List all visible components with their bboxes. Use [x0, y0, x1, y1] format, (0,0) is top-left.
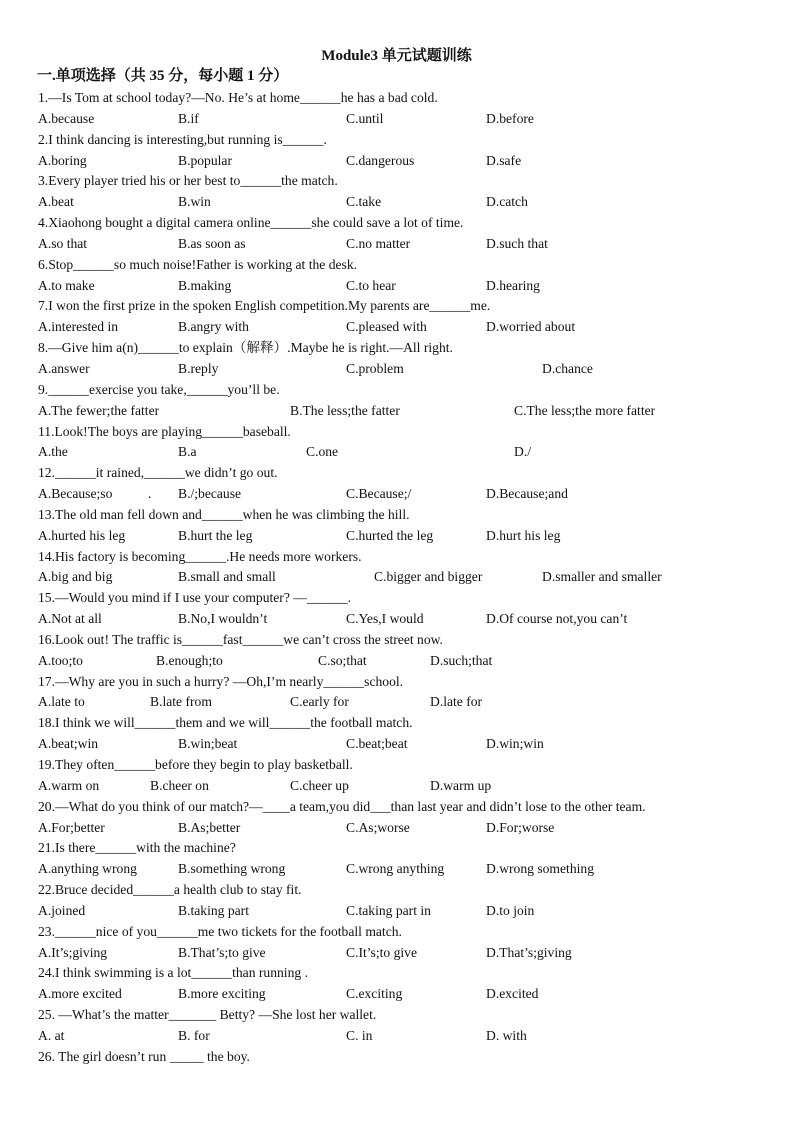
- question-stem: 22.Bruce decided______a health club to stay fit.: [38, 882, 302, 898]
- option-d: D.before: [486, 110, 534, 126]
- option-c: C.beat;beat: [346, 736, 408, 752]
- option-a: A.interested in: [38, 319, 119, 335]
- option-d: D.Because;and: [486, 486, 568, 502]
- option-a: A.answer: [38, 360, 90, 376]
- option-a: A.anything wrong: [38, 861, 137, 877]
- question-item: [38, 672, 768, 714]
- option-d: D.For;worse: [486, 819, 555, 835]
- question-item: [38, 755, 768, 797]
- option-row: [38, 651, 768, 672]
- option-b: B.if: [178, 110, 199, 126]
- question-stem: 4.Xiaohong bought a digital camera online______she could save a lot of time.: [38, 215, 464, 231]
- option-c: C.hurted the leg: [346, 527, 434, 543]
- option-row: [38, 943, 768, 964]
- option-a: A.The fewer;the fatter: [38, 402, 160, 418]
- question-item: [38, 213, 768, 255]
- option-row: [38, 901, 768, 922]
- option-c: C.As;worse: [346, 819, 410, 835]
- option-d: D.safe: [486, 152, 522, 168]
- option-c: C.exciting: [346, 986, 403, 1002]
- option-b: B. for: [178, 1027, 210, 1043]
- question-item: [38, 588, 768, 630]
- option-d: D.to join: [486, 902, 535, 918]
- option-b: B./;because: [178, 486, 242, 502]
- question-stem: 2.I think dancing is interesting,but running is______.: [38, 131, 327, 147]
- option-b: B.as soon as: [178, 235, 246, 251]
- option-a: A.Not at all: [38, 611, 102, 627]
- option-c: C.Yes,I would: [346, 611, 424, 627]
- question-stem: 3.Every player tried his or her best to______the match.: [38, 173, 338, 189]
- page-title: Module3 单元试题训练: [321, 48, 472, 64]
- option-b: B.taking part: [178, 902, 249, 918]
- question-item: [38, 880, 768, 922]
- question-stem: 13.The old man fell down and______when he was climbing the hill.: [38, 506, 410, 522]
- option-row: [38, 818, 768, 839]
- question-item: [38, 922, 768, 964]
- option-a: A.beat;win: [38, 736, 99, 752]
- option-row: [38, 109, 768, 130]
- question-item: [38, 1005, 768, 1047]
- option-c: C.It’s;to give: [346, 944, 417, 960]
- option-d: D.smaller and smaller: [542, 569, 662, 585]
- question-stem: 7.I won the first prize in the spoken English competition.My parents are______me.: [38, 298, 491, 314]
- question-stem: 20.—What do you think of our match?—____a team,you did___than last year and didn’t lose to the other team.: [38, 798, 646, 814]
- question-list: [38, 88, 768, 1089]
- option-a: A.hurted his leg: [38, 527, 126, 543]
- option-a: A.joined: [38, 902, 86, 918]
- option-row: [38, 609, 768, 630]
- option-d: D. with: [486, 1027, 527, 1043]
- option-row: [38, 1026, 768, 1047]
- option-c: C.bigger and bigger: [374, 569, 483, 585]
- option-a: A.more excited: [38, 986, 122, 1002]
- question-stem: 9.______exercise you take,______you’ll be.: [38, 381, 280, 397]
- option-c: C.pleased with: [346, 319, 427, 335]
- option-row: [38, 734, 768, 755]
- option-b: B.As;better: [178, 819, 241, 835]
- option-b: B.making: [178, 277, 232, 293]
- option-d: D./: [514, 444, 531, 460]
- question-item: [38, 838, 768, 880]
- option-row: [38, 192, 768, 213]
- question-stem: 12.______it rained,______we didn’t go out.: [38, 465, 278, 481]
- question-stem: 15.—Would you mind if I use your computer? —______.: [38, 590, 352, 606]
- option-c: C.take: [346, 194, 382, 210]
- option-d: D.warm up: [430, 777, 492, 793]
- question-stem: 23.______nice of you______me two tickets for the football match.: [38, 923, 402, 939]
- option-a: A.late to: [38, 694, 85, 710]
- option-c: C.Because;/: [346, 486, 412, 502]
- option-b: B.more exciting: [178, 986, 266, 1002]
- question-item: [38, 255, 768, 297]
- question-stem: 18.I think we will______them and we will______the football match.: [38, 715, 413, 731]
- option-a: A.Because;so: [38, 486, 113, 502]
- question-item: [38, 422, 768, 464]
- option-d: D.That’s;giving: [486, 944, 572, 960]
- option-d: D.excited: [486, 986, 539, 1002]
- option-b: B.angry with: [178, 319, 249, 335]
- question-item: [38, 1047, 768, 1089]
- option-row: [38, 276, 768, 297]
- option-d: D.wrong something: [486, 861, 594, 877]
- option-d: D.hurt his leg: [486, 527, 561, 543]
- option-a: A.It’s;giving: [38, 944, 108, 960]
- option-a: A.so that: [38, 235, 88, 251]
- question-stem: 21.Is there______with the machine?: [38, 840, 236, 856]
- option-row: [38, 359, 768, 380]
- option-d: D.catch: [486, 194, 528, 210]
- option-b: B.hurt the leg: [178, 527, 253, 543]
- option-b: B.enough;to: [156, 652, 223, 668]
- option-b: B.win;beat: [178, 736, 238, 752]
- option-c: C.problem: [346, 360, 404, 376]
- option-a: A.beat: [38, 194, 74, 210]
- option-a: A.boring: [38, 152, 87, 168]
- option-b: B.late from: [150, 694, 212, 710]
- option-b: B.win: [178, 194, 211, 210]
- question-item: [38, 380, 768, 422]
- option-d: D.chance: [542, 360, 593, 376]
- question-stem: 19.They often______before they begin to play basketball.: [38, 757, 353, 772]
- option-c: C.until: [346, 110, 384, 126]
- question-item: [38, 338, 768, 380]
- option-row: [38, 151, 768, 172]
- option-b: B.reply: [178, 360, 219, 376]
- option-a: A.because: [38, 110, 95, 126]
- question-stem: 8.—Give him a(n)______to explain（解释）.Maybe he is right.—All right.: [38, 340, 453, 356]
- question-item: [38, 713, 768, 755]
- option-a: A.too;to: [38, 652, 83, 668]
- option-c: C.cheer up: [290, 777, 349, 793]
- question-item: [38, 130, 768, 172]
- question-stem: 24.I think swimming is a lot______than running .: [38, 965, 308, 981]
- option-d: D.hearing: [486, 277, 540, 293]
- question-stem: 14.His factory is becoming______.He needs more workers.: [38, 548, 362, 564]
- option-b: B.popular: [178, 152, 232, 168]
- option-c: C.early for: [290, 694, 349, 710]
- option-row: [38, 401, 768, 422]
- option-c: C.dangerous: [346, 152, 415, 168]
- option-c: C. in: [346, 1027, 373, 1043]
- option-c: C.one: [306, 444, 339, 460]
- question-item: [38, 463, 768, 505]
- option-row: [38, 692, 768, 713]
- option-a: A.the: [38, 444, 68, 460]
- question-stem: 26. The girl doesn’t run _____ the boy.: [38, 1048, 250, 1064]
- option-row: [38, 984, 768, 1005]
- option-d: D.such;that: [430, 652, 493, 668]
- option-a: A.to make: [38, 277, 95, 293]
- option-d: D.worried about: [486, 319, 576, 335]
- question-item: [38, 88, 768, 130]
- option-row: [38, 859, 768, 880]
- option-row: [38, 317, 768, 338]
- question-item: [38, 630, 768, 672]
- question-stem: 1.—Is Tom at school today?—No. He’s at home______he has a bad cold.: [38, 90, 438, 105]
- question-item: [38, 547, 768, 589]
- question-stem: 17.—Why are you in such a hurry? —Oh,I’m nearly______school.: [38, 673, 404, 689]
- question-item: [38, 963, 768, 1005]
- option-row: [38, 567, 768, 588]
- option-d: D.Of course not,you can’t: [486, 611, 628, 627]
- option-row: [38, 776, 768, 797]
- option-row: [38, 484, 768, 505]
- option-a: A.For;better: [38, 819, 105, 835]
- option-row: [38, 234, 768, 255]
- option-c: C.wrong anything: [346, 861, 445, 877]
- option-a: A. at: [38, 1027, 65, 1043]
- stray-mark: .: [148, 486, 152, 502]
- option-row: [38, 442, 768, 463]
- option-a: A.big and big: [38, 569, 113, 585]
- option-d: D.such that: [486, 235, 548, 251]
- option-b: B.cheer on: [150, 777, 209, 793]
- option-b: B.small and small: [178, 569, 276, 585]
- question-stem: 11.Look!The boys are playing______baseball.: [38, 423, 291, 439]
- option-a: A.warm on: [38, 777, 100, 793]
- option-d: D.win;win: [486, 736, 544, 752]
- question-item: [38, 171, 768, 213]
- question-item: [38, 505, 768, 547]
- option-b: B.a: [178, 444, 197, 460]
- question-stem: 25. —What’s the matter_______ Betty? —She lost her wallet.: [38, 1007, 377, 1023]
- question-item: [38, 296, 768, 338]
- option-c: C.taking part in: [346, 902, 431, 918]
- section-heading: 一.单项选择（共 35 分，每小题 1 分）: [37, 68, 289, 84]
- option-b: B.something wrong: [178, 861, 286, 877]
- option-b: B.The less;the fatter: [290, 402, 400, 418]
- question-stem: 6.Stop______so much noise!Father is working at the desk.: [38, 256, 358, 272]
- option-c: C.no matter: [346, 235, 411, 251]
- option-b: B.No,I wouldn’t: [178, 611, 268, 627]
- question-stem: 16.Look out! The traffic is______fast______we can’t cross the street now.: [38, 631, 443, 647]
- option-c: C.to hear: [346, 277, 396, 293]
- option-d: D.late for: [430, 694, 483, 710]
- option-row: [38, 526, 768, 547]
- option-b: B.That’s;to give: [178, 944, 266, 960]
- option-c: C.The less;the more fatter: [514, 402, 656, 418]
- option-c: C.so;that: [318, 652, 367, 668]
- question-item: [38, 797, 768, 839]
